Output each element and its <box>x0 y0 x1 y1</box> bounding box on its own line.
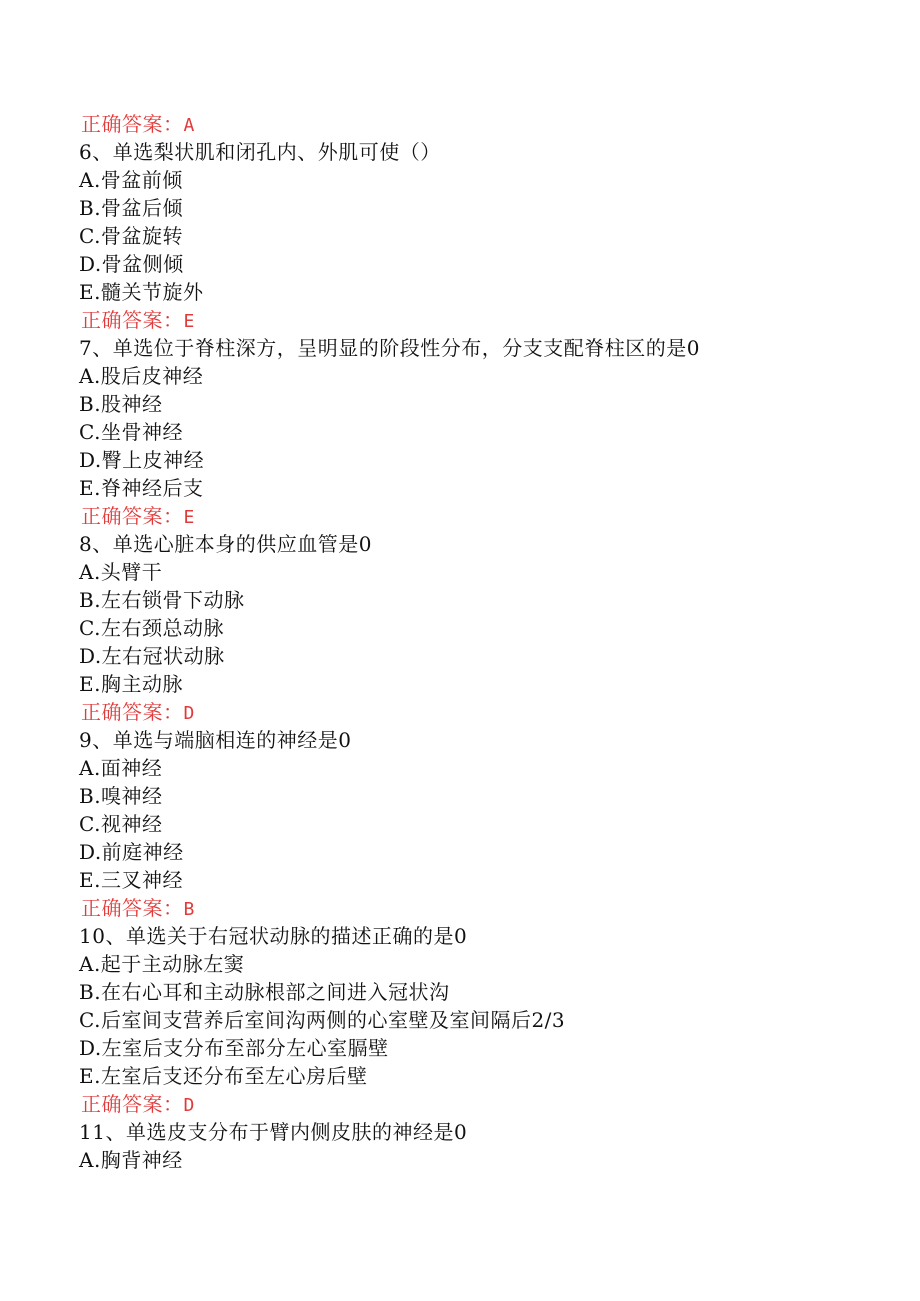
answer-line <box>79 698 899 726</box>
option-line: B.股神经 <box>79 392 163 416</box>
answer-line <box>79 894 899 922</box>
option-line: D.左右冠状动脉 <box>79 644 225 668</box>
answer-label: 正确答案： <box>81 308 184 332</box>
answer-line <box>79 306 899 334</box>
answer-value: A <box>183 115 195 136</box>
option-line: B.左右锁骨下动脉 <box>79 588 245 612</box>
option-line: A.股后皮神经 <box>79 364 204 388</box>
option-line: C.左右颈总动脉 <box>79 616 224 640</box>
answer-value: E <box>183 311 195 332</box>
option-line: B.嗅神经 <box>79 784 163 808</box>
option-line: A.头臂干 <box>79 560 163 584</box>
option-line: D.左室后支分布至部分左心室膈壁 <box>79 1036 389 1060</box>
answer-value: D <box>183 1095 195 1116</box>
question-stem: 9、单选与端脑相连的神经是0 <box>79 728 352 752</box>
question-stem: 10、单选关于右冠状动脉的描述正确的是0 <box>79 924 468 948</box>
option-line: C.骨盆旋转 <box>79 224 183 248</box>
option-line: C.坐骨神经 <box>79 420 183 444</box>
option-line: E.胸主动脉 <box>79 672 183 696</box>
answer-value: B <box>183 899 195 920</box>
question-stem: 11、单选皮支分布于臂内侧皮肤的神经是0 <box>79 1120 468 1144</box>
answer-label: 正确答案： <box>81 896 184 920</box>
option-line: D.前庭神经 <box>79 840 184 864</box>
option-line: C.后室间支营养后室间沟两侧的心室壁及室间隔后2/3 <box>79 1008 566 1032</box>
question-stem: 8、单选心脏本身的供应血管是0 <box>79 532 372 556</box>
option-line: B.骨盆后倾 <box>79 196 184 220</box>
option-line: A.起于主动脉左窦 <box>79 952 245 976</box>
option-line: E.三叉神经 <box>79 868 183 892</box>
option-line: E.髓关节旋外 <box>79 280 204 304</box>
document-page <box>79 110 899 1174</box>
option-line: D.骨盆侧倾 <box>79 252 184 276</box>
question-stem: 7、单选位于脊柱深方，呈明显的阶段性分布，分支支配脊柱区的是0 <box>79 336 700 360</box>
question-stem: 6、单选梨状肌和闭孔内、外肌可使（） <box>79 140 441 164</box>
answer-label: 正确答案： <box>81 1092 184 1116</box>
option-line: E.左室后支还分布至左心房后壁 <box>79 1064 368 1088</box>
answer-line <box>79 502 899 530</box>
option-line: E.脊神经后支 <box>79 476 204 500</box>
option-line: A.胸背神经 <box>79 1148 183 1172</box>
answer-value: D <box>183 703 195 724</box>
option-line: A.面神经 <box>79 756 163 780</box>
answer-line <box>79 1090 899 1118</box>
answer-label: 正确答案： <box>81 700 184 724</box>
option-line: D.臀上皮神经 <box>79 448 205 472</box>
answer-line <box>79 110 899 138</box>
answer-label: 正确答案： <box>81 504 184 528</box>
option-line: A.骨盆前倾 <box>79 168 183 192</box>
option-line: C.视神经 <box>79 812 163 836</box>
option-line: B.在右心耳和主动脉根部之间进入冠状沟 <box>79 980 450 1004</box>
answer-label: 正确答案： <box>81 112 184 136</box>
answer-value: E <box>183 507 195 528</box>
